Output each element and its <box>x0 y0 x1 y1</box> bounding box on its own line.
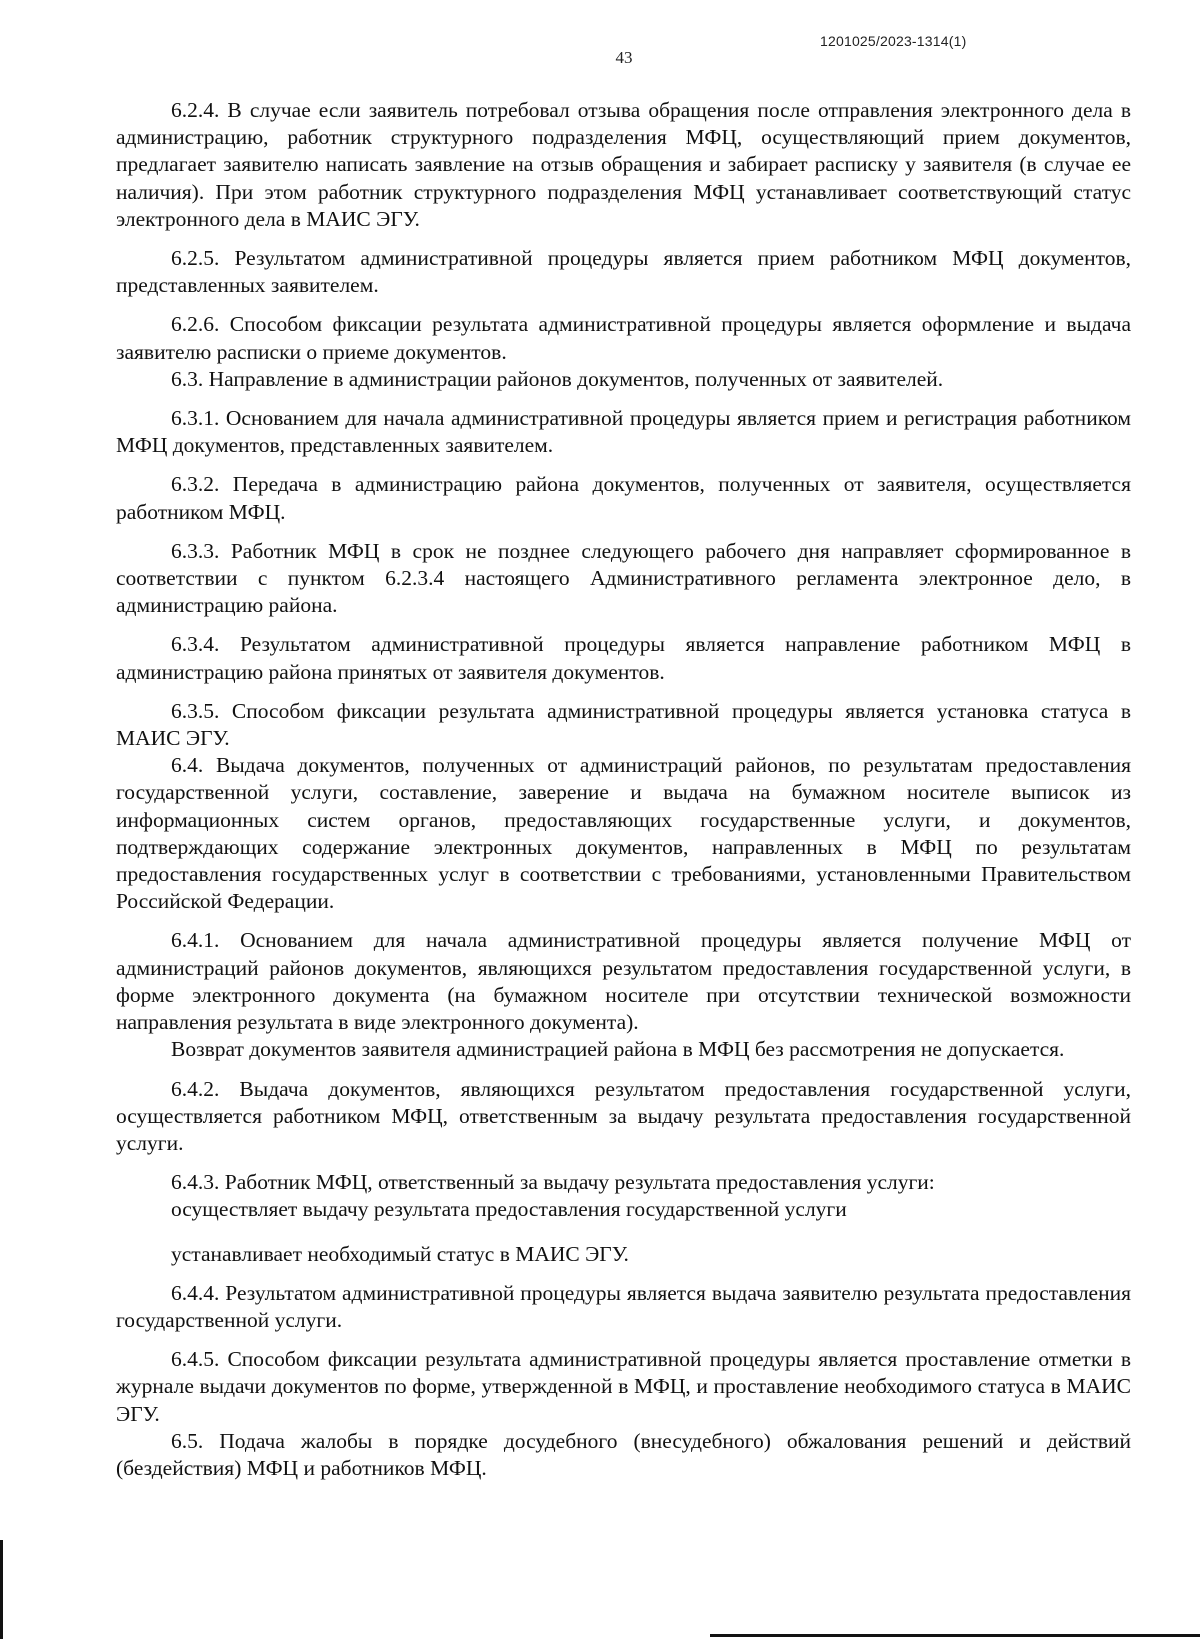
paragraph-6-4-1: 6.4.1. Основанием для начала административной процедуры является получение МФЦ от администраций районов документов, являющихся результатом предоставления государственной услуги, в форме электронного документа (на бумажном носителе при отсутствии технической возможности направления результата в виде электронного документа). <box>116 928 1131 1035</box>
paragraph-6-3-1: 6.3.1. Основанием для начала административной процедуры является прием и регистрация работником МФЦ документов, представленных заявителем. <box>116 406 1131 458</box>
paragraph-6-3-3: 6.3.3. Работник МФЦ в срок не позднее следующего рабочего дня направляет сформированное в соответствии с пунктом 6.2.3.4 настоящего Административного регламента электронное дело, в администрацию района. <box>116 538 1131 618</box>
paragraph-6-3-5: 6.3.5. Способом фиксации результата административной процедуры является установка статуса в МАИС ЭГУ. <box>116 698 1131 751</box>
document-registration-number: 1201025/2023-1314(1) <box>820 33 967 49</box>
paragraph-6-4-2: 6.4.2. Выдача документов, являющихся результатом предоставления государственной услуги, осуществляется работником МФЦ, ответственным за выдачу результата предоставления государственной услуги. <box>116 1076 1131 1155</box>
paragraph-6-2-6: 6.2.6. Способом фиксации результата административной процедуры является оформление и выдача заявителю расписки о приеме документов. <box>116 312 1131 364</box>
paragraph-6-3: 6.3. Направление в администрации районов документов, полученных от заявителей. <box>171 366 944 391</box>
paragraph-6-4: 6.4. Выдача документов, полученных от администраций районов, по результатам предоставления государственной услуги, составление, заверение и выдача на бумажном носителе выписок из информационных систем органов, предоставляющих государственные услуги, и документов, подтверждающих содержание электронных документов, направленных в МФЦ по результатам предоставления государственных услуг в соответствии с требованиями, установленными Правительством Российской Федерации. <box>116 753 1131 914</box>
page-number: 43 <box>615 48 633 67</box>
paragraph-6-2-5: 6.2.5. Результатом административной процедуры является прием работником МФЦ документов, представленных заявителем. <box>116 246 1131 298</box>
paragraph-return-of-documents: Возврат документов заявителя администрацией района в МФЦ без рассмотрения не допускается. <box>171 1037 1065 1062</box>
document-body <box>116 97 1131 1482</box>
paragraph-6-4-3: 6.4.3. Работник МФЦ, ответственный за выдачу результата предоставления услуги: <box>171 1170 935 1195</box>
paragraph-6-4-3-item-status: устанавливает необходимый статус в МАИС ЭГУ. <box>171 1241 629 1266</box>
paragraph-6-4-3-item-issue: осуществляет выдачу результата предоставления государственной услуги <box>171 1197 847 1222</box>
paragraph-6-5: 6.5. Подача жалобы в порядке досудебного (внесудебного) обжалования решений и действий (бездействия) МФЦ и работников МФЦ. <box>116 1428 1131 1480</box>
paragraph-6-3-4: 6.3.4. Результатом административной процедуры является направление работником МФЦ в администрацию района принятых от заявителя документов. <box>116 632 1131 684</box>
paragraph-6-2-4: 6.2.4. В случае если заявитель потребовал отзыва обращения после отправления электронного дела в администрацию, работник структурного подразделения МФЦ, осуществляющий прием документов, предлагает заявителю написать заявление на отзыв обращения и забирает расписку у заявителя (в случае ее наличия). При этом работник структурного подразделения МФЦ устанавливает соответствующий статус электронного дела в МАИС ЭГУ. <box>116 98 1131 231</box>
paragraph-6-4-5: 6.4.5. Способом фиксации результата административной процедуры является проставление отметки в журнале выдачи документов по форме, утвержденной в МФЦ, и проставление необходимого статуса в МАИС ЭГУ. <box>116 1347 1131 1426</box>
paragraph-6-4-4: 6.4.4. Результатом административной процедуры является выдача заявителю результата предоставления государственной услуги. <box>116 1280 1131 1332</box>
scan-edge-line-bottom <box>710 1634 1200 1637</box>
paragraph-6-3-2: 6.3.2. Передача в администрацию района документов, полученных от заявителя, осуществляется работником МФЦ. <box>116 472 1131 524</box>
scan-edge-line-left <box>0 1540 3 1639</box>
